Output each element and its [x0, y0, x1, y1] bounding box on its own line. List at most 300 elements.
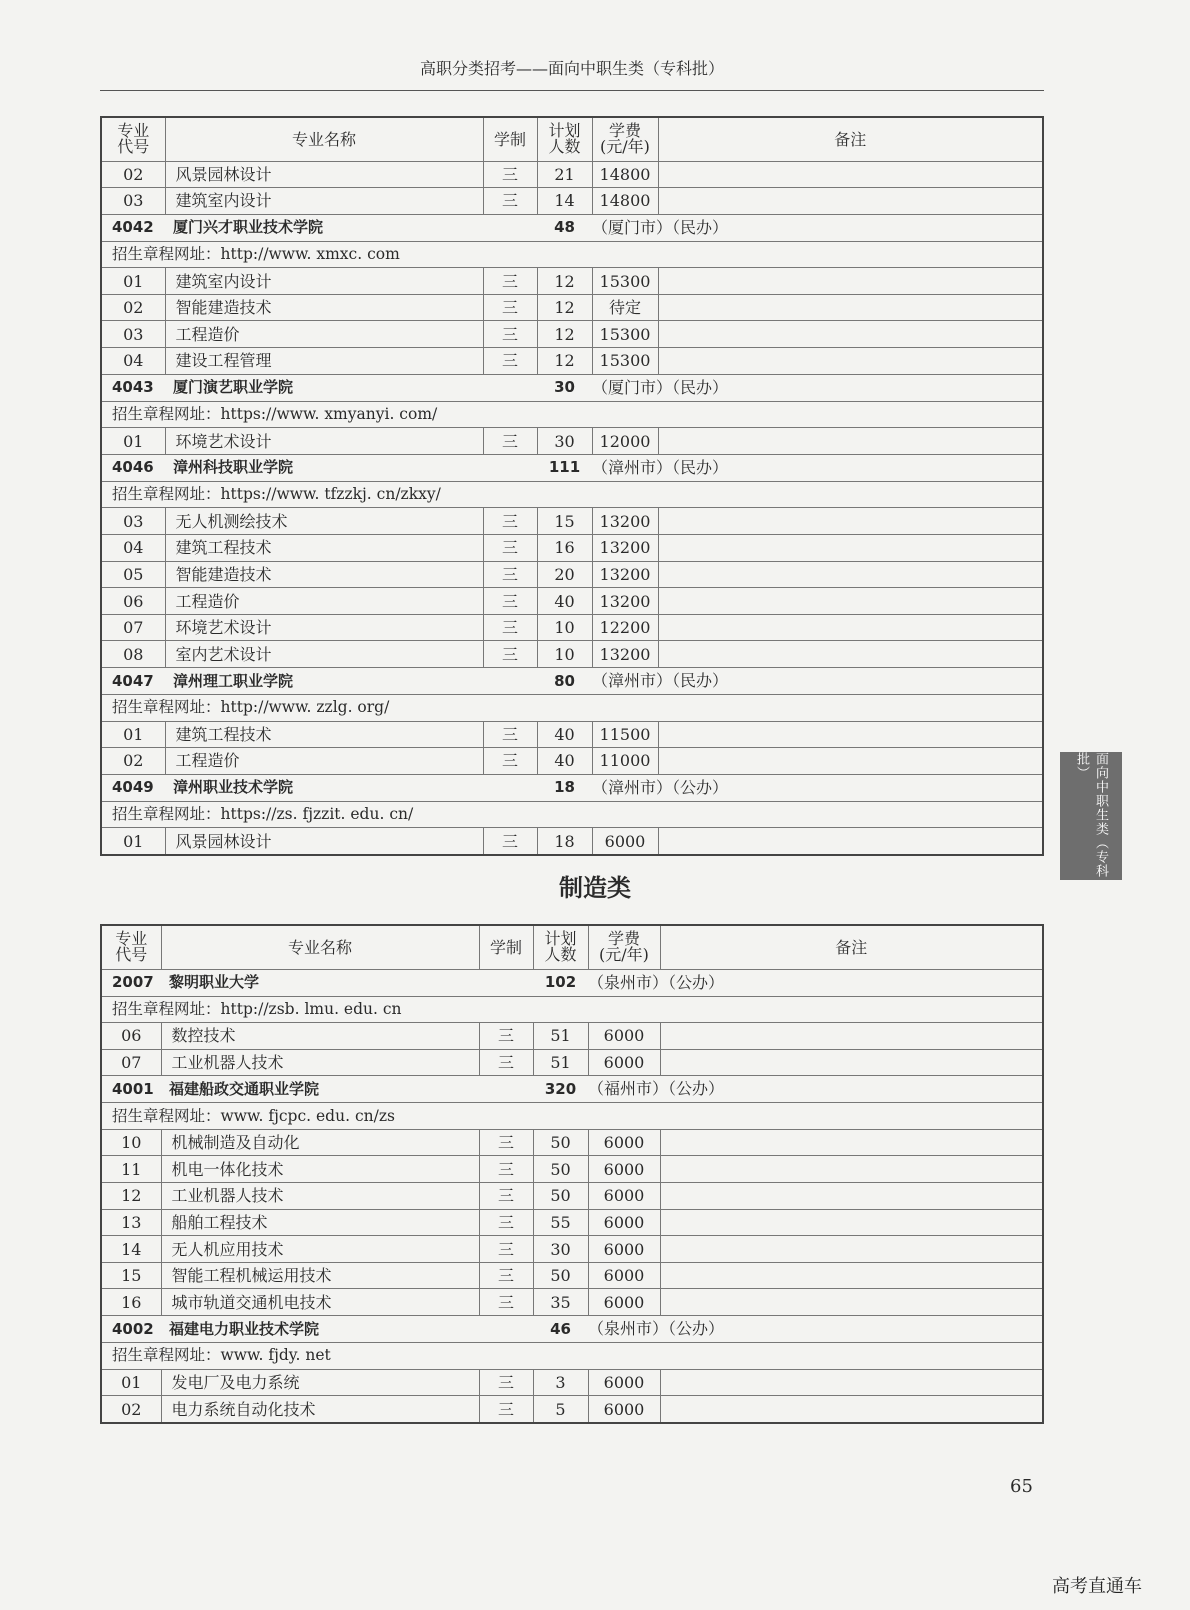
school-code: 4001 — [101, 1076, 161, 1103]
school-url-cell — [101, 801, 1043, 828]
major-years: 三 — [483, 268, 537, 295]
major-name: 数控技术 — [161, 1023, 479, 1050]
major-code: 07 — [101, 614, 165, 641]
major-note — [658, 535, 1043, 562]
major-code: 06 — [101, 1023, 161, 1050]
school-name: 福建船政交通职业学院 — [161, 1076, 479, 1103]
school-location: （漳州市）（公办） — [592, 777, 729, 797]
school-url-cell — [101, 1343, 1043, 1370]
school-location: （福州市）（公办） — [588, 1079, 725, 1099]
school-code: 4047 — [101, 668, 165, 695]
major-code: 02 — [101, 161, 165, 188]
major-fee: 14800 — [592, 188, 658, 215]
school-name: 厦门演艺职业学院 — [165, 374, 483, 401]
school-url: www. fjcpc. edu. cn/zs — [220, 1106, 395, 1125]
school-location-cell — [588, 969, 1043, 996]
major-years: 三 — [483, 641, 537, 668]
table-body — [101, 161, 1043, 855]
major-fee: 15300 — [592, 348, 658, 375]
major-plan: 50 — [533, 1156, 588, 1183]
major-plan: 40 — [537, 748, 592, 775]
url-label: 招生章程网址： — [112, 244, 221, 263]
side-tab-label: 面向中职生类（专科批） — [1074, 752, 1108, 878]
table-row — [101, 1262, 1043, 1289]
major-note — [660, 1262, 1043, 1289]
major-name: 工程造价 — [165, 321, 483, 348]
major-note — [658, 428, 1043, 455]
major-name: 无人机应用技术 — [161, 1236, 479, 1263]
school-row — [101, 969, 1043, 996]
school-code: 4042 — [101, 214, 165, 241]
school-location-cell — [592, 374, 1043, 401]
major-name: 建筑工程技术 — [165, 535, 483, 562]
col-header-fee: 学费 (元/年) — [592, 117, 658, 161]
major-note — [658, 561, 1043, 588]
major-fee: 13200 — [592, 561, 658, 588]
table-row — [101, 1156, 1043, 1183]
major-years: 三 — [479, 1183, 533, 1210]
major-name: 风景园林设计 — [165, 828, 483, 855]
table-row — [101, 1289, 1043, 1316]
major-name: 建筑室内设计 — [165, 268, 483, 295]
school-url: www. fjdy. net — [220, 1346, 331, 1365]
major-years: 三 — [483, 428, 537, 455]
major-note — [660, 1183, 1043, 1210]
major-fee: 待定 — [592, 294, 658, 321]
school-row — [101, 1316, 1043, 1343]
major-fee: 6000 — [588, 1129, 660, 1156]
col-header-name: 专业名称 — [165, 117, 483, 161]
major-years: 三 — [483, 294, 537, 321]
major-name: 风景园林设计 — [165, 161, 483, 188]
major-name: 发电厂及电力系统 — [161, 1369, 479, 1396]
major-years: 三 — [483, 748, 537, 775]
school-url-cell — [101, 401, 1043, 428]
school-url-row — [101, 1103, 1043, 1130]
major-note — [658, 348, 1043, 375]
major-plan: 50 — [533, 1183, 588, 1210]
school-row — [101, 214, 1043, 241]
major-years: 三 — [479, 1262, 533, 1289]
major-plan: 55 — [533, 1209, 588, 1236]
url-label: 招生章程网址： — [112, 404, 221, 423]
school-url-row — [101, 695, 1043, 722]
school-location-cell — [592, 454, 1043, 481]
school-spacer — [483, 374, 537, 401]
school-url-cell — [101, 996, 1043, 1023]
school-plan: 80 — [537, 668, 592, 695]
major-fee: 6000 — [588, 1156, 660, 1183]
table-row — [101, 748, 1043, 775]
major-years: 三 — [483, 721, 537, 748]
table-row — [101, 1049, 1043, 1076]
major-fee: 12200 — [592, 614, 658, 641]
school-row — [101, 774, 1043, 801]
major-note — [660, 1023, 1043, 1050]
table-row — [101, 268, 1043, 295]
major-code: 01 — [101, 428, 165, 455]
school-row — [101, 1076, 1043, 1103]
major-years: 三 — [479, 1129, 533, 1156]
major-note — [660, 1369, 1043, 1396]
major-fee: 11000 — [592, 748, 658, 775]
school-plan: 30 — [537, 374, 592, 401]
school-location-cell — [588, 1076, 1043, 1103]
major-years: 三 — [479, 1209, 533, 1236]
url-label: 招生章程网址： — [112, 1346, 221, 1365]
school-url-row — [101, 401, 1043, 428]
major-note — [658, 828, 1043, 855]
major-code: 15 — [101, 1262, 161, 1289]
school-url: https://www. xmyanyi. com/ — [220, 404, 438, 423]
major-note — [660, 1289, 1043, 1316]
major-plan: 40 — [537, 588, 592, 615]
major-note — [660, 1209, 1043, 1236]
enrollment-table-1 — [100, 116, 1044, 856]
major-fee: 6000 — [588, 1049, 660, 1076]
major-name: 工程造价 — [165, 588, 483, 615]
major-years: 三 — [483, 588, 537, 615]
major-code: 01 — [101, 268, 165, 295]
major-code: 10 — [101, 1129, 161, 1156]
major-years: 三 — [479, 1369, 533, 1396]
major-years: 三 — [483, 161, 537, 188]
school-spacer — [483, 774, 537, 801]
school-spacer — [479, 969, 533, 996]
major-years: 三 — [483, 508, 537, 535]
major-plan: 3 — [533, 1369, 588, 1396]
school-location: （漳州市）（民办） — [592, 457, 729, 477]
major-plan: 35 — [533, 1289, 588, 1316]
major-code: 11 — [101, 1156, 161, 1183]
major-note — [660, 1049, 1043, 1076]
table-row — [101, 321, 1043, 348]
major-code: 04 — [101, 535, 165, 562]
major-name: 建筑工程技术 — [165, 721, 483, 748]
major-code: 03 — [101, 188, 165, 215]
major-name: 室内艺术设计 — [165, 641, 483, 668]
school-name: 厦门兴才职业技术学院 — [165, 214, 483, 241]
school-url-row — [101, 996, 1043, 1023]
major-note — [658, 161, 1043, 188]
major-code: 16 — [101, 1289, 161, 1316]
section-title: 制造类 — [559, 874, 631, 902]
table-header-row — [101, 925, 1043, 969]
major-note — [658, 188, 1043, 215]
url-label: 招生章程网址： — [112, 698, 221, 717]
major-years: 三 — [483, 348, 537, 375]
major-note — [658, 721, 1043, 748]
major-fee: 6000 — [588, 1369, 660, 1396]
school-name: 漳州科技职业学院 — [165, 454, 483, 481]
major-years: 三 — [483, 614, 537, 641]
major-fee: 15300 — [592, 321, 658, 348]
major-name: 环境艺术设计 — [165, 614, 483, 641]
school-plan: 48 — [537, 214, 592, 241]
major-code: 03 — [101, 321, 165, 348]
major-note — [658, 641, 1043, 668]
table-row — [101, 348, 1043, 375]
major-note — [658, 588, 1043, 615]
school-spacer — [479, 1316, 533, 1343]
school-row — [101, 454, 1043, 481]
major-note — [658, 748, 1043, 775]
side-section-tab — [1060, 752, 1122, 880]
major-fee: 6000 — [592, 828, 658, 855]
school-url-row — [101, 1343, 1043, 1370]
major-name: 机电一体化技术 — [161, 1156, 479, 1183]
major-plan: 51 — [533, 1023, 588, 1050]
major-fee: 14800 — [592, 161, 658, 188]
col-header-name: 专业名称 — [161, 925, 479, 969]
school-code: 2007 — [101, 969, 161, 996]
major-code: 13 — [101, 1209, 161, 1236]
major-plan: 51 — [533, 1049, 588, 1076]
major-name: 工业机器人技术 — [161, 1183, 479, 1210]
major-years: 三 — [479, 1156, 533, 1183]
col-header-note: 备注 — [660, 925, 1043, 969]
school-location: （泉州市）（公办） — [588, 1319, 725, 1339]
table-row — [101, 588, 1043, 615]
table-row — [101, 828, 1043, 855]
major-name: 城市轨道交通机电技术 — [161, 1289, 479, 1316]
major-plan: 18 — [537, 828, 592, 855]
major-fee: 15300 — [592, 268, 658, 295]
major-years: 三 — [483, 535, 537, 562]
table-header-row — [101, 117, 1043, 161]
major-fee: 13200 — [592, 535, 658, 562]
school-code: 4002 — [101, 1316, 161, 1343]
table-body — [101, 969, 1043, 1423]
major-code: 02 — [101, 748, 165, 775]
school-name: 漳州职业技术学院 — [165, 774, 483, 801]
col-header-code: 专业 代号 — [101, 117, 165, 161]
major-name: 无人机测绘技术 — [165, 508, 483, 535]
school-url-cell — [101, 695, 1043, 722]
school-url: http://www. zzlg. org/ — [220, 698, 390, 717]
major-code: 01 — [101, 1369, 161, 1396]
major-years: 三 — [479, 1049, 533, 1076]
major-fee: 13200 — [592, 508, 658, 535]
school-url: http://zsb. lmu. edu. cn — [220, 999, 402, 1018]
major-fee: 13200 — [592, 641, 658, 668]
watermark: 高考直通车 — [1052, 1576, 1142, 1597]
major-fee: 6000 — [588, 1209, 660, 1236]
school-location: （漳州市）（民办） — [592, 671, 729, 690]
table-row — [101, 1209, 1043, 1236]
school-code: 4046 — [101, 454, 165, 481]
major-name: 智能建造技术 — [165, 561, 483, 588]
school-plan: 102 — [533, 969, 588, 996]
major-plan: 30 — [537, 428, 592, 455]
major-code: 07 — [101, 1049, 161, 1076]
page-header: 高职分类招考——面向中职生类（专科批） — [100, 56, 1044, 91]
major-plan: 30 — [533, 1236, 588, 1263]
table-row — [101, 1129, 1043, 1156]
table-row — [101, 1183, 1043, 1210]
major-fee: 6000 — [588, 1396, 660, 1423]
major-years: 三 — [483, 321, 537, 348]
major-years: 三 — [479, 1289, 533, 1316]
major-plan: 10 — [537, 614, 592, 641]
major-plan: 12 — [537, 294, 592, 321]
major-plan: 5 — [533, 1396, 588, 1423]
school-url-row — [101, 801, 1043, 828]
major-note — [660, 1236, 1043, 1263]
major-plan: 21 — [537, 161, 592, 188]
major-fee: 6000 — [588, 1023, 660, 1050]
major-code: 12 — [101, 1183, 161, 1210]
major-note — [658, 268, 1043, 295]
major-years: 三 — [483, 188, 537, 215]
major-code: 05 — [101, 561, 165, 588]
col-header-plan: 计划 人数 — [533, 925, 588, 969]
major-name: 建筑室内设计 — [165, 188, 483, 215]
major-code: 14 — [101, 1236, 161, 1263]
school-spacer — [483, 454, 537, 481]
school-location: （厦门市）（民办） — [592, 377, 729, 397]
major-name: 工程造价 — [165, 748, 483, 775]
school-location: （厦门市）（民办） — [592, 217, 729, 237]
table-row — [101, 1369, 1043, 1396]
major-name: 环境艺术设计 — [165, 428, 483, 455]
school-url-cell — [101, 241, 1043, 268]
table-row — [101, 508, 1043, 535]
school-plan: 18 — [537, 774, 592, 801]
table-row — [101, 1236, 1043, 1263]
school-plan: 46 — [533, 1316, 588, 1343]
major-name: 智能建造技术 — [165, 294, 483, 321]
major-code: 01 — [101, 828, 165, 855]
table-row — [101, 294, 1043, 321]
major-name: 船舶工程技术 — [161, 1209, 479, 1236]
major-plan: 40 — [537, 721, 592, 748]
major-note — [660, 1396, 1043, 1423]
school-row — [101, 374, 1043, 401]
major-code: 06 — [101, 588, 165, 615]
major-years: 三 — [479, 1396, 533, 1423]
major-code: 04 — [101, 348, 165, 375]
major-plan: 12 — [537, 348, 592, 375]
major-plan: 12 — [537, 321, 592, 348]
table-row — [101, 1023, 1043, 1050]
major-plan: 15 — [537, 508, 592, 535]
major-fee: 11500 — [592, 721, 658, 748]
table-row — [101, 188, 1043, 215]
major-code: 01 — [101, 721, 165, 748]
col-header-years: 学制 — [483, 117, 537, 161]
table-row — [101, 535, 1043, 562]
major-note — [658, 508, 1043, 535]
page-number: 65 — [1010, 1476, 1033, 1497]
school-code: 4049 — [101, 774, 165, 801]
major-plan: 12 — [537, 268, 592, 295]
col-header-note: 备注 — [658, 117, 1043, 161]
school-spacer — [483, 668, 537, 695]
school-name: 福建电力职业技术学院 — [161, 1316, 479, 1343]
major-fee: 6000 — [588, 1183, 660, 1210]
major-note — [658, 614, 1043, 641]
url-label: 招生章程网址： — [112, 485, 221, 504]
table-row — [101, 721, 1043, 748]
school-url-cell — [101, 1103, 1043, 1130]
school-code: 4043 — [101, 374, 165, 401]
major-fee: 6000 — [588, 1289, 660, 1316]
url-label: 招生章程网址： — [112, 1106, 221, 1125]
col-header-plan: 计划 人数 — [537, 117, 592, 161]
school-location: （泉州市）（公办） — [588, 972, 725, 992]
major-fee: 6000 — [588, 1236, 660, 1263]
major-fee: 12000 — [592, 428, 658, 455]
major-years: 三 — [479, 1236, 533, 1263]
school-location-cell — [588, 1316, 1043, 1343]
major-code: 03 — [101, 508, 165, 535]
school-spacer — [479, 1076, 533, 1103]
major-plan: 50 — [533, 1262, 588, 1289]
table-row — [101, 641, 1043, 668]
school-url: http://www. xmxc. com — [220, 244, 400, 263]
major-code: 02 — [101, 1396, 161, 1423]
table-row — [101, 161, 1043, 188]
school-spacer — [483, 214, 537, 241]
major-fee: 6000 — [588, 1262, 660, 1289]
school-location-cell — [592, 214, 1043, 241]
major-plan: 14 — [537, 188, 592, 215]
major-plan: 50 — [533, 1129, 588, 1156]
school-url: https://zs. fjzzit. edu. cn/ — [220, 805, 414, 824]
enrollment-table-2 — [100, 924, 1044, 1424]
major-name: 建设工程管理 — [165, 348, 483, 375]
school-url: https://www. tfzzkj. cn/zkxy/ — [220, 485, 441, 504]
school-name: 漳州理工职业学院 — [165, 668, 483, 695]
school-row — [101, 668, 1043, 695]
major-name: 智能工程机械运用技术 — [161, 1262, 479, 1289]
school-url-row — [101, 241, 1043, 268]
table-row — [101, 561, 1043, 588]
school-url-row — [101, 481, 1043, 508]
table-row — [101, 428, 1043, 455]
col-header-fee: 学费 (元/年) — [588, 925, 660, 969]
school-name: 黎明职业大学 — [161, 969, 479, 996]
major-name: 机械制造及自动化 — [161, 1129, 479, 1156]
col-header-code: 专业 代号 — [101, 925, 161, 969]
school-plan: 111 — [537, 454, 592, 481]
major-note — [658, 294, 1043, 321]
major-code: 08 — [101, 641, 165, 668]
major-years: 三 — [483, 561, 537, 588]
major-fee: 13200 — [592, 588, 658, 615]
url-label: 招生章程网址： — [112, 999, 221, 1018]
major-note — [660, 1129, 1043, 1156]
major-name: 电力系统自动化技术 — [161, 1396, 479, 1423]
school-plan: 320 — [533, 1076, 588, 1103]
major-note — [660, 1156, 1043, 1183]
major-note — [658, 321, 1043, 348]
major-plan: 10 — [537, 641, 592, 668]
school-location-cell — [592, 668, 1043, 695]
major-years: 三 — [483, 828, 537, 855]
major-name: 工业机器人技术 — [161, 1049, 479, 1076]
school-url-cell — [101, 481, 1043, 508]
major-plan: 16 — [537, 535, 592, 562]
col-header-years: 学制 — [479, 925, 533, 969]
table-row — [101, 1396, 1043, 1423]
url-label: 招生章程网址： — [112, 805, 221, 824]
major-code: 02 — [101, 294, 165, 321]
major-years: 三 — [479, 1023, 533, 1050]
school-location-cell — [592, 774, 1043, 801]
table-row — [101, 614, 1043, 641]
